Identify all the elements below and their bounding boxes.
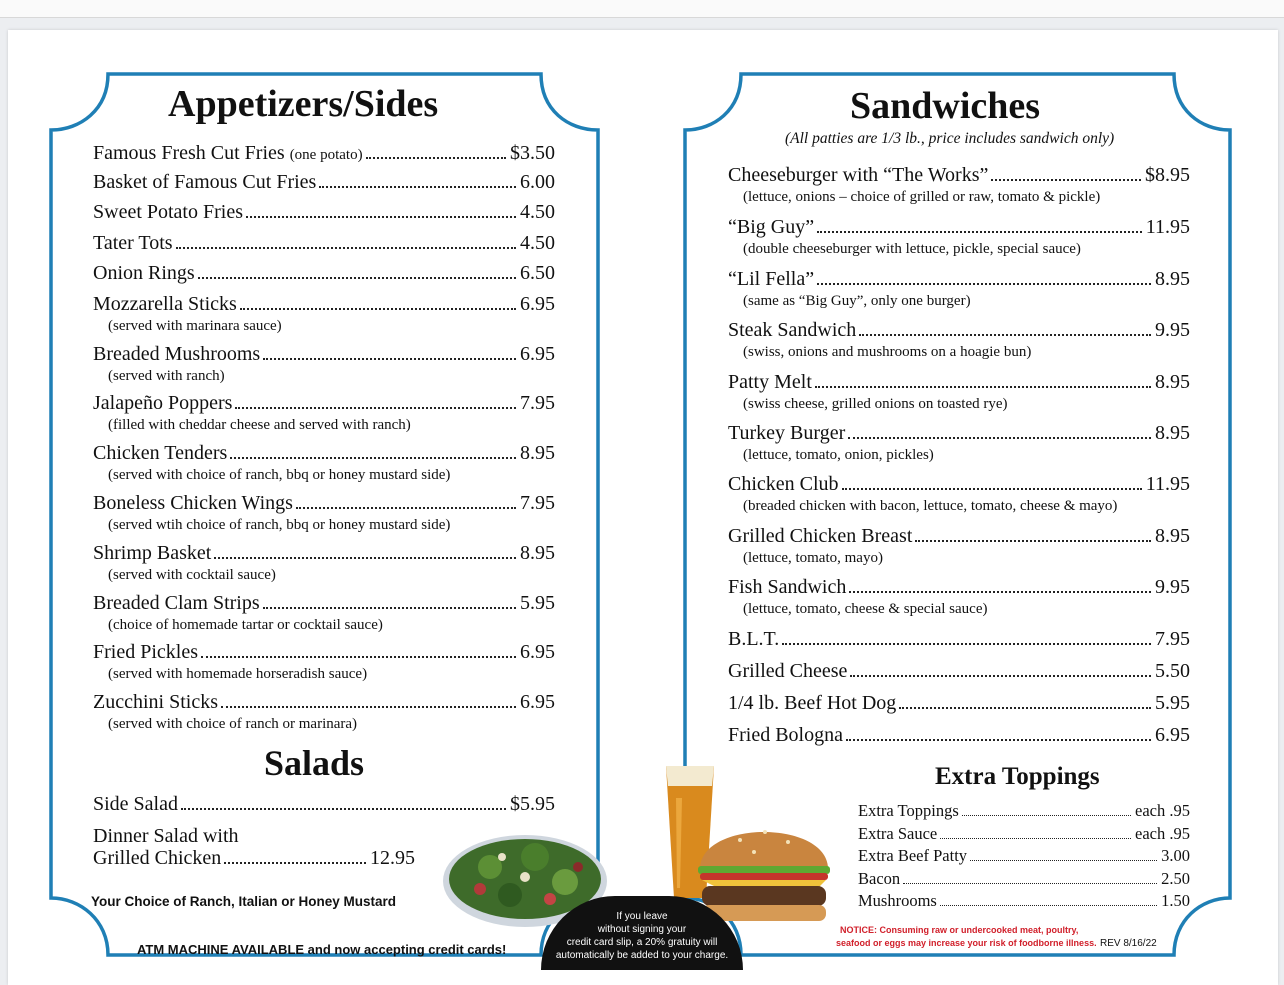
gratuity-line: If you leave (616, 911, 668, 922)
atm-note: ATM MACHINE AVAILABLE and now accepting credit cards! (137, 942, 507, 957)
item-name: Fish Sandwich (728, 576, 847, 598)
item-price: each .95 (1135, 801, 1190, 820)
item-price: 8.95 (1155, 525, 1190, 547)
leader-dots (940, 838, 1131, 839)
menu-item (858, 846, 1190, 866)
item-description: (lettuce, onions – choice of grilled or raw, tomato & pickle) (743, 189, 1101, 205)
leader-dots (214, 557, 516, 559)
sandwiches-title: Sandwiches (850, 85, 1041, 127)
item-price: 5.50 (1155, 660, 1190, 682)
item-name: Grilled Chicken Breast (728, 525, 913, 547)
leader-dots (201, 656, 516, 658)
menu-item (93, 392, 555, 415)
leader-dots (849, 591, 1151, 593)
leader-dots (366, 157, 506, 159)
item-description: (swiss cheese, grilled onions on toasted rye) (743, 396, 1008, 412)
item-description: (lettuce, tomato, cheese & special sauce) (743, 601, 988, 617)
item-price: 6.95 (520, 691, 555, 713)
item-price: 8.95 (1155, 371, 1190, 393)
leader-dots (962, 815, 1131, 816)
menu-item (728, 660, 1190, 683)
item-price: 6.95 (1155, 724, 1190, 746)
leader-dots (246, 216, 516, 218)
menu-item (728, 692, 1190, 715)
item-name: 1/4 lb. Beef Hot Dog (728, 692, 897, 714)
item-price: 1.50 (1161, 891, 1190, 910)
item-name: Extra Beef Patty (858, 846, 968, 865)
leader-dots (198, 277, 516, 279)
item-description: (served with cocktail sauce) (108, 567, 276, 583)
menu-item (858, 869, 1190, 889)
leader-dots (842, 488, 1142, 490)
menu-item (93, 232, 555, 255)
item-price: 7.95 (520, 392, 555, 414)
item-price: 2.50 (1161, 869, 1190, 888)
menu-item (93, 142, 555, 165)
item-price: 8.95 (1155, 422, 1190, 444)
item-price: $5.95 (510, 793, 555, 815)
item-description: (served wtih choice of ranch, bbq or honey mustard side) (108, 517, 451, 533)
gratuity-line: credit card slip, a 20% gratuity will (566, 937, 718, 948)
leader-dots (319, 186, 516, 188)
menu-item (728, 164, 1190, 187)
item-name: Zucchini Sticks (93, 691, 218, 713)
item-name: Boneless Chicken Wings (93, 492, 293, 514)
menu-item (93, 442, 555, 465)
item-price: 6.95 (520, 343, 555, 365)
item-price: 6.00 (520, 171, 555, 193)
item-price: 6.95 (520, 293, 555, 315)
item-inline-note: (one potato) (289, 147, 363, 163)
item-name: Famous Fresh Cut Fries (93, 142, 285, 164)
menu-item (728, 216, 1190, 239)
menu-item (93, 492, 555, 515)
toppings-title: Extra Toppings (935, 763, 1100, 790)
leader-dots (296, 507, 516, 509)
menu-item (93, 691, 555, 714)
leader-dots (263, 607, 516, 609)
leader-dots (991, 179, 1141, 181)
menu-item (858, 891, 1190, 911)
menu-item (93, 641, 555, 664)
appetizers-title: Appetizers/Sides (168, 83, 439, 125)
leader-dots (224, 862, 366, 864)
item-price: 11.95 (1145, 216, 1190, 238)
item-price: $8.95 (1145, 164, 1190, 186)
menu-item (728, 268, 1190, 291)
menu-item (728, 628, 1190, 651)
item-name: Side Salad (93, 793, 178, 815)
gratuity-line: automatically be added to your charge. (555, 950, 729, 961)
item-name: Basket of Famous Cut Fries (93, 171, 317, 193)
leader-dots (782, 643, 1151, 645)
leader-dots (235, 407, 516, 409)
leader-dots (240, 308, 516, 310)
leader-dots (915, 540, 1151, 542)
leader-dots (815, 386, 1151, 388)
leader-dots (181, 808, 506, 810)
leader-dots (230, 457, 516, 459)
item-price: 4.50 (520, 232, 555, 254)
menu-item (728, 473, 1190, 496)
item-name: Onion Rings (93, 262, 195, 284)
item-name: Mozzarella Sticks (93, 293, 237, 315)
item-name: Extra Sauce (858, 824, 938, 843)
item-description: (filled with cheddar cheese and served with ranch) (108, 417, 411, 433)
item-name: Sweet Potato Fries (93, 201, 243, 223)
gratuity-line: without signing your (597, 924, 687, 935)
leader-dots (263, 358, 516, 360)
item-price: 6.50 (520, 262, 555, 284)
item-price: 8.95 (1155, 268, 1190, 290)
menu-item (93, 293, 555, 316)
item-name: Fried Pickles (93, 641, 198, 663)
leader-dots (817, 283, 1151, 285)
item-description: (breaded chicken with bacon, lettuce, tomato, cheese & mayo) (743, 498, 1118, 514)
salads-title: Salads (264, 743, 365, 783)
item-name: Jalapeño Poppers (93, 392, 233, 414)
item-price: each .95 (1135, 824, 1190, 843)
item-name: Mushrooms (858, 891, 937, 910)
item-price: 6.95 (520, 641, 555, 663)
menu-item (93, 542, 555, 565)
item-name: Breaded Clam Strips (93, 592, 260, 614)
leader-dots (176, 247, 516, 249)
menu-item (728, 371, 1190, 394)
item-name: Breaded Mushrooms (93, 343, 261, 365)
item-name-line1: Dinner Salad with (93, 825, 239, 847)
menu-item (93, 262, 555, 285)
item-price: 9.95 (1155, 319, 1190, 341)
item-price: 12.95 (370, 847, 415, 869)
menu-item (93, 847, 415, 870)
item-price: 7.95 (1155, 628, 1190, 650)
leader-dots (817, 231, 1142, 233)
item-description: (choice of homemade tartar or cocktail sauce) (108, 617, 383, 633)
sandwiches-subtitle: (All patties are 1/3 lb., price includes sandwich only) (785, 130, 1115, 147)
item-name: “Big Guy” (728, 216, 815, 238)
item-name: Fried Bologna (728, 724, 843, 746)
item-price: 5.95 (520, 592, 555, 614)
menu-item (93, 592, 555, 615)
health-notice (836, 924, 1097, 950)
leader-dots (970, 860, 1157, 861)
item-description: (same as “Big Guy”, only one burger) (743, 293, 971, 309)
menu-item (93, 793, 555, 816)
menu-item (728, 422, 1190, 445)
leader-dots (903, 883, 1157, 884)
item-price: $3.50 (510, 142, 555, 164)
notice-line1: NOTICE: Consuming raw or undercooked meat, poultry, (840, 925, 1079, 935)
leader-dots (899, 707, 1151, 709)
revision-date: REV 8/16/22 (1100, 938, 1157, 949)
item-description: (swiss, onions and mushrooms on a hoagie bun) (743, 344, 1032, 360)
item-description: (served with ranch) (108, 368, 225, 384)
item-name: Steak Sandwich (728, 319, 857, 341)
leader-dots (859, 334, 1151, 336)
item-name: Turkey Burger (728, 422, 846, 444)
menu-item (93, 171, 555, 194)
item-price: 3.00 (1161, 846, 1190, 865)
item-name: Cheeseburger with “The Works” (728, 164, 989, 186)
item-name: B.L.T. (728, 628, 780, 650)
menu-item (728, 319, 1190, 342)
leader-dots (846, 739, 1151, 741)
menu-item (728, 576, 1190, 599)
leader-dots (850, 675, 1151, 677)
item-price: 11.95 (1145, 473, 1190, 495)
menu-item (858, 801, 1190, 821)
item-description: (served with homemade horseradish sauce) (108, 666, 368, 682)
item-name: “Lil Fella” (728, 268, 815, 290)
leader-dots (848, 437, 1151, 439)
item-name: Patty Melt (728, 371, 812, 393)
item-description: (lettuce, tomato, onion, pickles) (743, 447, 934, 463)
menu-item (728, 525, 1190, 548)
item-name: Chicken Club (728, 473, 839, 495)
leader-dots (940, 905, 1157, 906)
item-price: 9.95 (1155, 576, 1190, 598)
item-description: (double cheeseburger with lettuce, pickle, special sauce) (743, 241, 1081, 257)
item-description: (served with choice of ranch or marinara) (108, 716, 358, 732)
item-name: Grilled Cheese (728, 660, 848, 682)
item-name: Bacon (858, 869, 901, 888)
menu-item (728, 724, 1190, 747)
leader-dots (221, 706, 516, 708)
browser-top-strip (0, 0, 1284, 18)
item-name: Tater Tots (93, 232, 173, 254)
item-price: 4.50 (520, 201, 555, 223)
item-name: Grilled Chicken (93, 847, 222, 869)
item-description: (served with choice of ranch, bbq or honey mustard side) (108, 467, 451, 483)
dressing-note: Your Choice of Ranch, Italian or Honey Mustard (91, 894, 397, 909)
item-name: Extra Toppings (858, 801, 959, 820)
item-price: 5.95 (1155, 692, 1190, 714)
item-name: Shrimp Basket (93, 542, 212, 564)
item-price: 8.95 (520, 542, 555, 564)
item-price: 7.95 (520, 492, 555, 514)
menu-item (93, 343, 555, 366)
menu-page (8, 30, 1278, 985)
item-name: Chicken Tenders (93, 442, 228, 464)
menu-item (93, 201, 555, 224)
item-description: (served with marinara sauce) (108, 318, 282, 334)
menu-item (858, 824, 1190, 844)
item-description: (lettuce, tomato, mayo) (743, 550, 883, 566)
notice-line2: seafood or eggs may increase your risk of foodborne illness. (836, 938, 1097, 948)
item-price: 8.95 (520, 442, 555, 464)
